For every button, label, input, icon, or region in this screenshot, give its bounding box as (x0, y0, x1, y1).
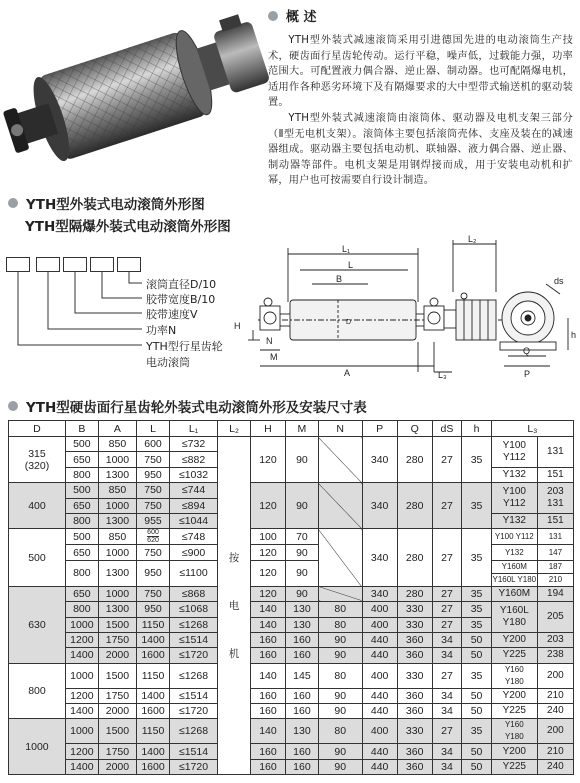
outline-drawing (228, 232, 576, 382)
cell: 35 (462, 483, 492, 529)
cell: 340 (362, 483, 397, 529)
header-a: A (98, 421, 136, 437)
code-label-diameter: 滚筒直径D/10 (146, 278, 217, 291)
cell: 120 (250, 545, 285, 560)
cell-motor: Y200 (491, 632, 537, 647)
cell-n-empty (318, 529, 362, 586)
cell-motor: Y132 (491, 467, 537, 482)
cell: 1400 (137, 688, 170, 703)
cell: 90 (318, 704, 362, 719)
cell: 160 (285, 688, 318, 703)
cell: ≤1514 (169, 744, 217, 759)
cell: 151 (537, 467, 573, 482)
table-row (9, 648, 574, 663)
cell: 2000 (98, 648, 136, 663)
cell: 90 (285, 545, 318, 560)
diagram-heading-line2: YTH型隔爆外装式电动滚筒外形图 (25, 219, 231, 235)
cell-motor: Y160M Y160L Y180 (491, 560, 537, 586)
cell: ≤894 (169, 498, 217, 513)
cell: ≤1514 (169, 688, 217, 703)
cell: 34 (432, 632, 462, 647)
cell-motor: Y132 (491, 513, 537, 528)
cell: 90 (285, 437, 318, 483)
cell: 440 (362, 648, 397, 663)
cell: 750 (137, 483, 170, 498)
cell: 1750 (98, 632, 136, 647)
cell: 1400 (65, 648, 98, 663)
cell: 27 (432, 719, 462, 744)
table-row (9, 759, 574, 774)
cell: 1000 (65, 719, 98, 744)
cell-d: 800 (9, 663, 66, 719)
cell: 1400 (137, 632, 170, 647)
cell: 650 (65, 545, 98, 560)
code-label-type-2: 电动滚筒 (146, 356, 190, 369)
dim-label-l2: L₂ (468, 234, 477, 244)
cell: 1400 (137, 744, 170, 759)
cell: ≤1720 (169, 759, 217, 774)
cell: 27 (432, 663, 462, 688)
cell: 1300 (98, 602, 136, 617)
cell: 955 (137, 513, 170, 528)
cell: 203 131 (537, 483, 573, 514)
cell: 160 (250, 632, 285, 647)
cell: ≤1268 (169, 617, 217, 632)
table-row (9, 586, 574, 601)
cell: 187 210 (537, 560, 573, 586)
cell: 80 (318, 719, 362, 744)
cell: 1400 (65, 759, 98, 774)
header-m: M (285, 421, 318, 437)
cell: 210 (537, 688, 573, 703)
table-row (9, 437, 574, 452)
cell: 34 (432, 704, 462, 719)
cell: 27 (432, 483, 462, 529)
cell: 1150 (137, 719, 170, 744)
cell: 750 (137, 498, 170, 513)
table-row (9, 483, 574, 498)
drum-photo (0, 0, 270, 180)
cell: 35 (462, 529, 492, 586)
cell: 130 (285, 719, 318, 744)
cell: 340 (362, 437, 397, 483)
cell: 650 (65, 498, 98, 513)
cell: 2000 (98, 704, 136, 719)
dim-label-l: L (348, 260, 354, 270)
overview-heading (268, 6, 573, 25)
cell: 160 (285, 704, 318, 719)
cell: 80 (318, 602, 362, 617)
table-heading (8, 396, 367, 416)
cell-d: 630 (9, 586, 66, 663)
header-d: D (9, 421, 66, 437)
cell: 90 (285, 586, 318, 601)
cell: 800 (65, 602, 98, 617)
cell: 27 (432, 437, 462, 483)
cell: 27 (432, 529, 462, 586)
cell: 70 (285, 529, 318, 545)
cell: 140 (250, 617, 285, 632)
cell: 50 (462, 704, 492, 719)
cell: 330 (397, 719, 432, 744)
cell-motor: Y225 (491, 704, 537, 719)
cell: 35 (462, 617, 492, 632)
cell-l2-note: 按 电 机 (218, 437, 251, 775)
cell: 950 (137, 560, 170, 586)
cell: 1200 (65, 632, 98, 647)
cell: 1400 (65, 704, 98, 719)
cell: 2000 (98, 759, 136, 774)
cell: 120 (250, 560, 285, 586)
cell-n-empty (318, 437, 362, 483)
cell-motor: Y100 Y112 (491, 529, 537, 545)
cell: ≤1720 (169, 704, 217, 719)
cell: 1200 (65, 688, 98, 703)
cell: 80 (318, 617, 362, 632)
cell: ≤1068 (169, 602, 217, 617)
header-b: B (65, 421, 98, 437)
cell-motor: Y225 (491, 759, 537, 774)
cell: 950 (137, 602, 170, 617)
cell: 90 (318, 632, 362, 647)
bullet-icon (8, 198, 18, 208)
header-q: Q (397, 421, 432, 437)
cell: 35 (462, 586, 492, 601)
cell: 800 (65, 467, 98, 482)
cell: 90 (318, 744, 362, 759)
cell: 130 (285, 602, 318, 617)
cell: 90 (318, 759, 362, 774)
cell: 400 (362, 663, 397, 688)
diagram-heading (8, 193, 231, 235)
cell: 238 (537, 648, 573, 663)
dim-label-d: D (346, 319, 352, 326)
bullet-icon (8, 401, 18, 411)
cell-motor: Y200 (491, 744, 537, 759)
cell: 850 (98, 529, 136, 545)
cell: 650 (65, 452, 98, 467)
dim-label-n: N (266, 336, 273, 346)
table-row (9, 617, 574, 632)
cell: 280 (397, 529, 432, 586)
cell: 1500 (98, 663, 136, 688)
cell: 360 (397, 759, 432, 774)
overview-paragraph-1: YTH型外装式减速滚筒采用引进德国先进的电动滚筒生产技术，硬齿面行星齿轮传动。运行平稳，噪声低，过载能力强，功率范围大。可配置液力偶合器、逆止器、制动器。也可配隔爆电机，适用作各种恶劣环境下及有隔爆要求的大中型带式输送机的驱动装置。 (268, 35, 573, 109)
table-row (9, 632, 574, 647)
cell-d: 400 (9, 483, 66, 529)
cell: 1750 (98, 744, 136, 759)
cell: 50 (462, 759, 492, 774)
cell: 200 (537, 663, 573, 688)
cell: 145 (285, 663, 318, 688)
table-header-row (9, 421, 574, 437)
table-row (9, 704, 574, 719)
cell: 131 (537, 529, 573, 545)
cell: 160 (285, 759, 318, 774)
cell: 50 (462, 744, 492, 759)
cell: 90 (285, 483, 318, 529)
table-row (9, 719, 574, 744)
cell-d: 500 (9, 529, 66, 586)
overview-title: 概 述 (286, 10, 317, 25)
cell: 360 (397, 688, 432, 703)
cell: ≤1100 (169, 560, 217, 586)
cell-frac: $\frac{600}{620}$ (137, 529, 170, 545)
cell: ≤1514 (169, 632, 217, 647)
cell: 330 (397, 602, 432, 617)
model-code-diagram (6, 245, 246, 380)
cell: 1600 (137, 704, 170, 719)
cell: 50 (462, 648, 492, 663)
cell: 1150 (137, 663, 170, 688)
cell: 90 (318, 688, 362, 703)
cell: 194 (537, 586, 573, 601)
cell: 50 (462, 688, 492, 703)
cell: ≤882 (169, 452, 217, 467)
header-l3: L₃ (491, 421, 573, 437)
cell: 34 (432, 648, 462, 663)
cell: ≤900 (169, 545, 217, 560)
dim-label-p: P (524, 369, 531, 379)
cell: 1000 (98, 498, 136, 513)
cell: 140 (250, 719, 285, 744)
dim-label-a: A (344, 368, 351, 378)
table-row (9, 529, 574, 545)
cell: 34 (432, 744, 462, 759)
cell: 340 (362, 586, 397, 601)
cell: 1600 (137, 759, 170, 774)
dim-label-q: Q (523, 346, 531, 356)
cell: 750 (137, 586, 170, 601)
cell: 440 (362, 704, 397, 719)
cell: 35 (462, 719, 492, 744)
header-h-small: h (462, 421, 492, 437)
table-row (9, 602, 574, 617)
cell: 600 (137, 437, 170, 452)
cell: 80 (318, 663, 362, 688)
cell: ≤1044 (169, 513, 217, 528)
header-p: P (362, 421, 397, 437)
cell: 750 (137, 452, 170, 467)
cell-d: 315 (320) (9, 437, 66, 483)
cell: 140 (250, 602, 285, 617)
cell: 360 (397, 632, 432, 647)
cell: 1000 (98, 586, 136, 601)
cell: 850 (98, 483, 136, 498)
cell: 950 (137, 467, 170, 482)
header-ds: dS (432, 421, 462, 437)
cell: 27 (432, 602, 462, 617)
cell: 151 (537, 513, 573, 528)
cell: ≤1268 (169, 663, 217, 688)
cell-motor: Y200 (491, 688, 537, 703)
code-label-belt-width: 胶带宽度B/10 (146, 293, 216, 306)
cell: 330 (397, 617, 432, 632)
dim-label-m: M (270, 352, 278, 362)
cell: 500 (65, 483, 98, 498)
cell: 1150 (137, 617, 170, 632)
header-l2: L₂ (218, 421, 251, 437)
cell: 1000 (65, 663, 98, 688)
header-l: L (137, 421, 170, 437)
cell-n-empty (318, 483, 362, 529)
cell: ≤748 (169, 529, 217, 545)
cell: 160 (285, 632, 318, 647)
cell: 160 (250, 744, 285, 759)
code-label-power: 功率N (146, 324, 177, 337)
cell: 200 (537, 719, 573, 744)
overview-paragraph-2: YTH型外装式减速滚筒由滚筒体、驱动器及电机支架三部分（Ⅱ型无电机支架）。滚筒体主要包括滚筒壳体、支座及装在的减速器组成。驱动器主要包括电动机、联轴器、液力偶合器、逆止器、制动器等部件。电机支架是用钢焊接而成，用于安装电动机和扩幂，用户也可按需要自行设计制造。 (268, 112, 573, 187)
cell: 160 (250, 704, 285, 719)
cell: 1750 (98, 688, 136, 703)
cell: 400 (362, 719, 397, 744)
cell: 210 (537, 744, 573, 759)
cell-n-empty (318, 586, 362, 601)
cell: 120 (250, 437, 285, 483)
cell-d: 1000 (9, 719, 66, 775)
cell: 90 (318, 648, 362, 663)
cell: 280 (397, 586, 432, 601)
cell: 240 (537, 759, 573, 774)
dim-label-h: H (234, 321, 241, 331)
cell: 203 (537, 632, 573, 647)
cell-motor: Y132 (491, 545, 537, 560)
cell: 35 (462, 437, 492, 483)
cell-motor: Y100 Y112 (491, 437, 537, 468)
cell: ≤732 (169, 437, 217, 452)
dimension-table (8, 420, 574, 775)
dim-label-l3: L₃ (438, 370, 447, 380)
cell: 240 (537, 704, 573, 719)
table-row (9, 663, 574, 688)
cell: 400 (362, 617, 397, 632)
table-title: YTH型硬齿面行星齿轮外装式电动滚筒外形及安装尺寸表 (26, 400, 367, 416)
cell: 360 (397, 704, 432, 719)
cell: 1300 (98, 560, 136, 586)
code-label-belt-speed: 胶带速度V (146, 308, 198, 321)
cell: 160 (250, 648, 285, 663)
cell: 205 (537, 602, 573, 633)
cell-motor: Y160M (491, 586, 537, 601)
cell: 850 (98, 437, 136, 452)
cell: 34 (432, 759, 462, 774)
dim-label-b: B (336, 274, 343, 284)
cell: 440 (362, 744, 397, 759)
cell: 750 (137, 545, 170, 560)
cell: ≤868 (169, 586, 217, 601)
dim-label-h-small: h (571, 330, 576, 340)
cell: 1300 (98, 467, 136, 482)
cell: 130 (285, 617, 318, 632)
bullet-icon (268, 11, 278, 21)
cell: 440 (362, 688, 397, 703)
dim-label-l1: L₁ (342, 244, 351, 254)
cell: 1500 (98, 719, 136, 744)
cell: 360 (397, 744, 432, 759)
cell: 140 (250, 663, 285, 688)
cell: 35 (462, 663, 492, 688)
cell: 27 (432, 617, 462, 632)
cell: 34 (432, 688, 462, 703)
cell: 1200 (65, 744, 98, 759)
cell: 500 (65, 529, 98, 545)
cell-motor: Y160 Y180 (491, 719, 537, 744)
cell: 440 (362, 759, 397, 774)
cell: 330 (397, 663, 432, 688)
cell: 160 (285, 744, 318, 759)
cell: 27 (432, 586, 462, 601)
cell: 1300 (98, 513, 136, 528)
dim-label-ds: ds (554, 276, 564, 286)
cell: 120 (250, 483, 285, 529)
cell: 131 (537, 437, 573, 468)
cell: 160 (285, 648, 318, 663)
cell: 100 (250, 529, 285, 545)
header-h: H (250, 421, 285, 437)
cell: 800 (65, 513, 98, 528)
cell-motor: Y100 Y112 (491, 483, 537, 514)
cell: 160 (250, 688, 285, 703)
overview-section (268, 6, 573, 189)
cell: 1000 (98, 452, 136, 467)
cell: 1500 (98, 617, 136, 632)
header-l1: L₁ (169, 421, 217, 437)
cell-motor: Y160 Y180 (491, 663, 537, 688)
cell: 800 (65, 560, 98, 586)
cell: 340 (362, 529, 397, 586)
table-row (9, 688, 574, 703)
cell: 360 (397, 648, 432, 663)
cell: 120 (250, 586, 285, 601)
cell: ≤1268 (169, 719, 217, 744)
cell: 1000 (98, 545, 136, 560)
cell: 500 (65, 437, 98, 452)
code-leader-lines (6, 245, 246, 380)
cell: 50 (462, 632, 492, 647)
cell: 1000 (65, 617, 98, 632)
code-label-type: YTH型行星齿轮 (146, 340, 223, 353)
cell: ≤1032 (169, 467, 217, 482)
cell: 35 (462, 602, 492, 617)
cell-motor: Y225 (491, 648, 537, 663)
cell: 400 (362, 602, 397, 617)
cell: ≤744 (169, 483, 217, 498)
cell: 280 (397, 483, 432, 529)
cell: ≤1720 (169, 648, 217, 663)
cell: 280 (397, 437, 432, 483)
cell: 650 (65, 586, 98, 601)
cell: 90 (285, 560, 318, 586)
header-n: N (318, 421, 362, 437)
cell: 1600 (137, 648, 170, 663)
cell: 147 (537, 545, 573, 560)
diagram-heading-line1: YTH型外装式电动滚筒外形图 (26, 197, 205, 213)
cell: 440 (362, 632, 397, 647)
cell: 160 (250, 759, 285, 774)
cell-motor: Y160L Y180 (491, 602, 537, 633)
table-row (9, 744, 574, 759)
